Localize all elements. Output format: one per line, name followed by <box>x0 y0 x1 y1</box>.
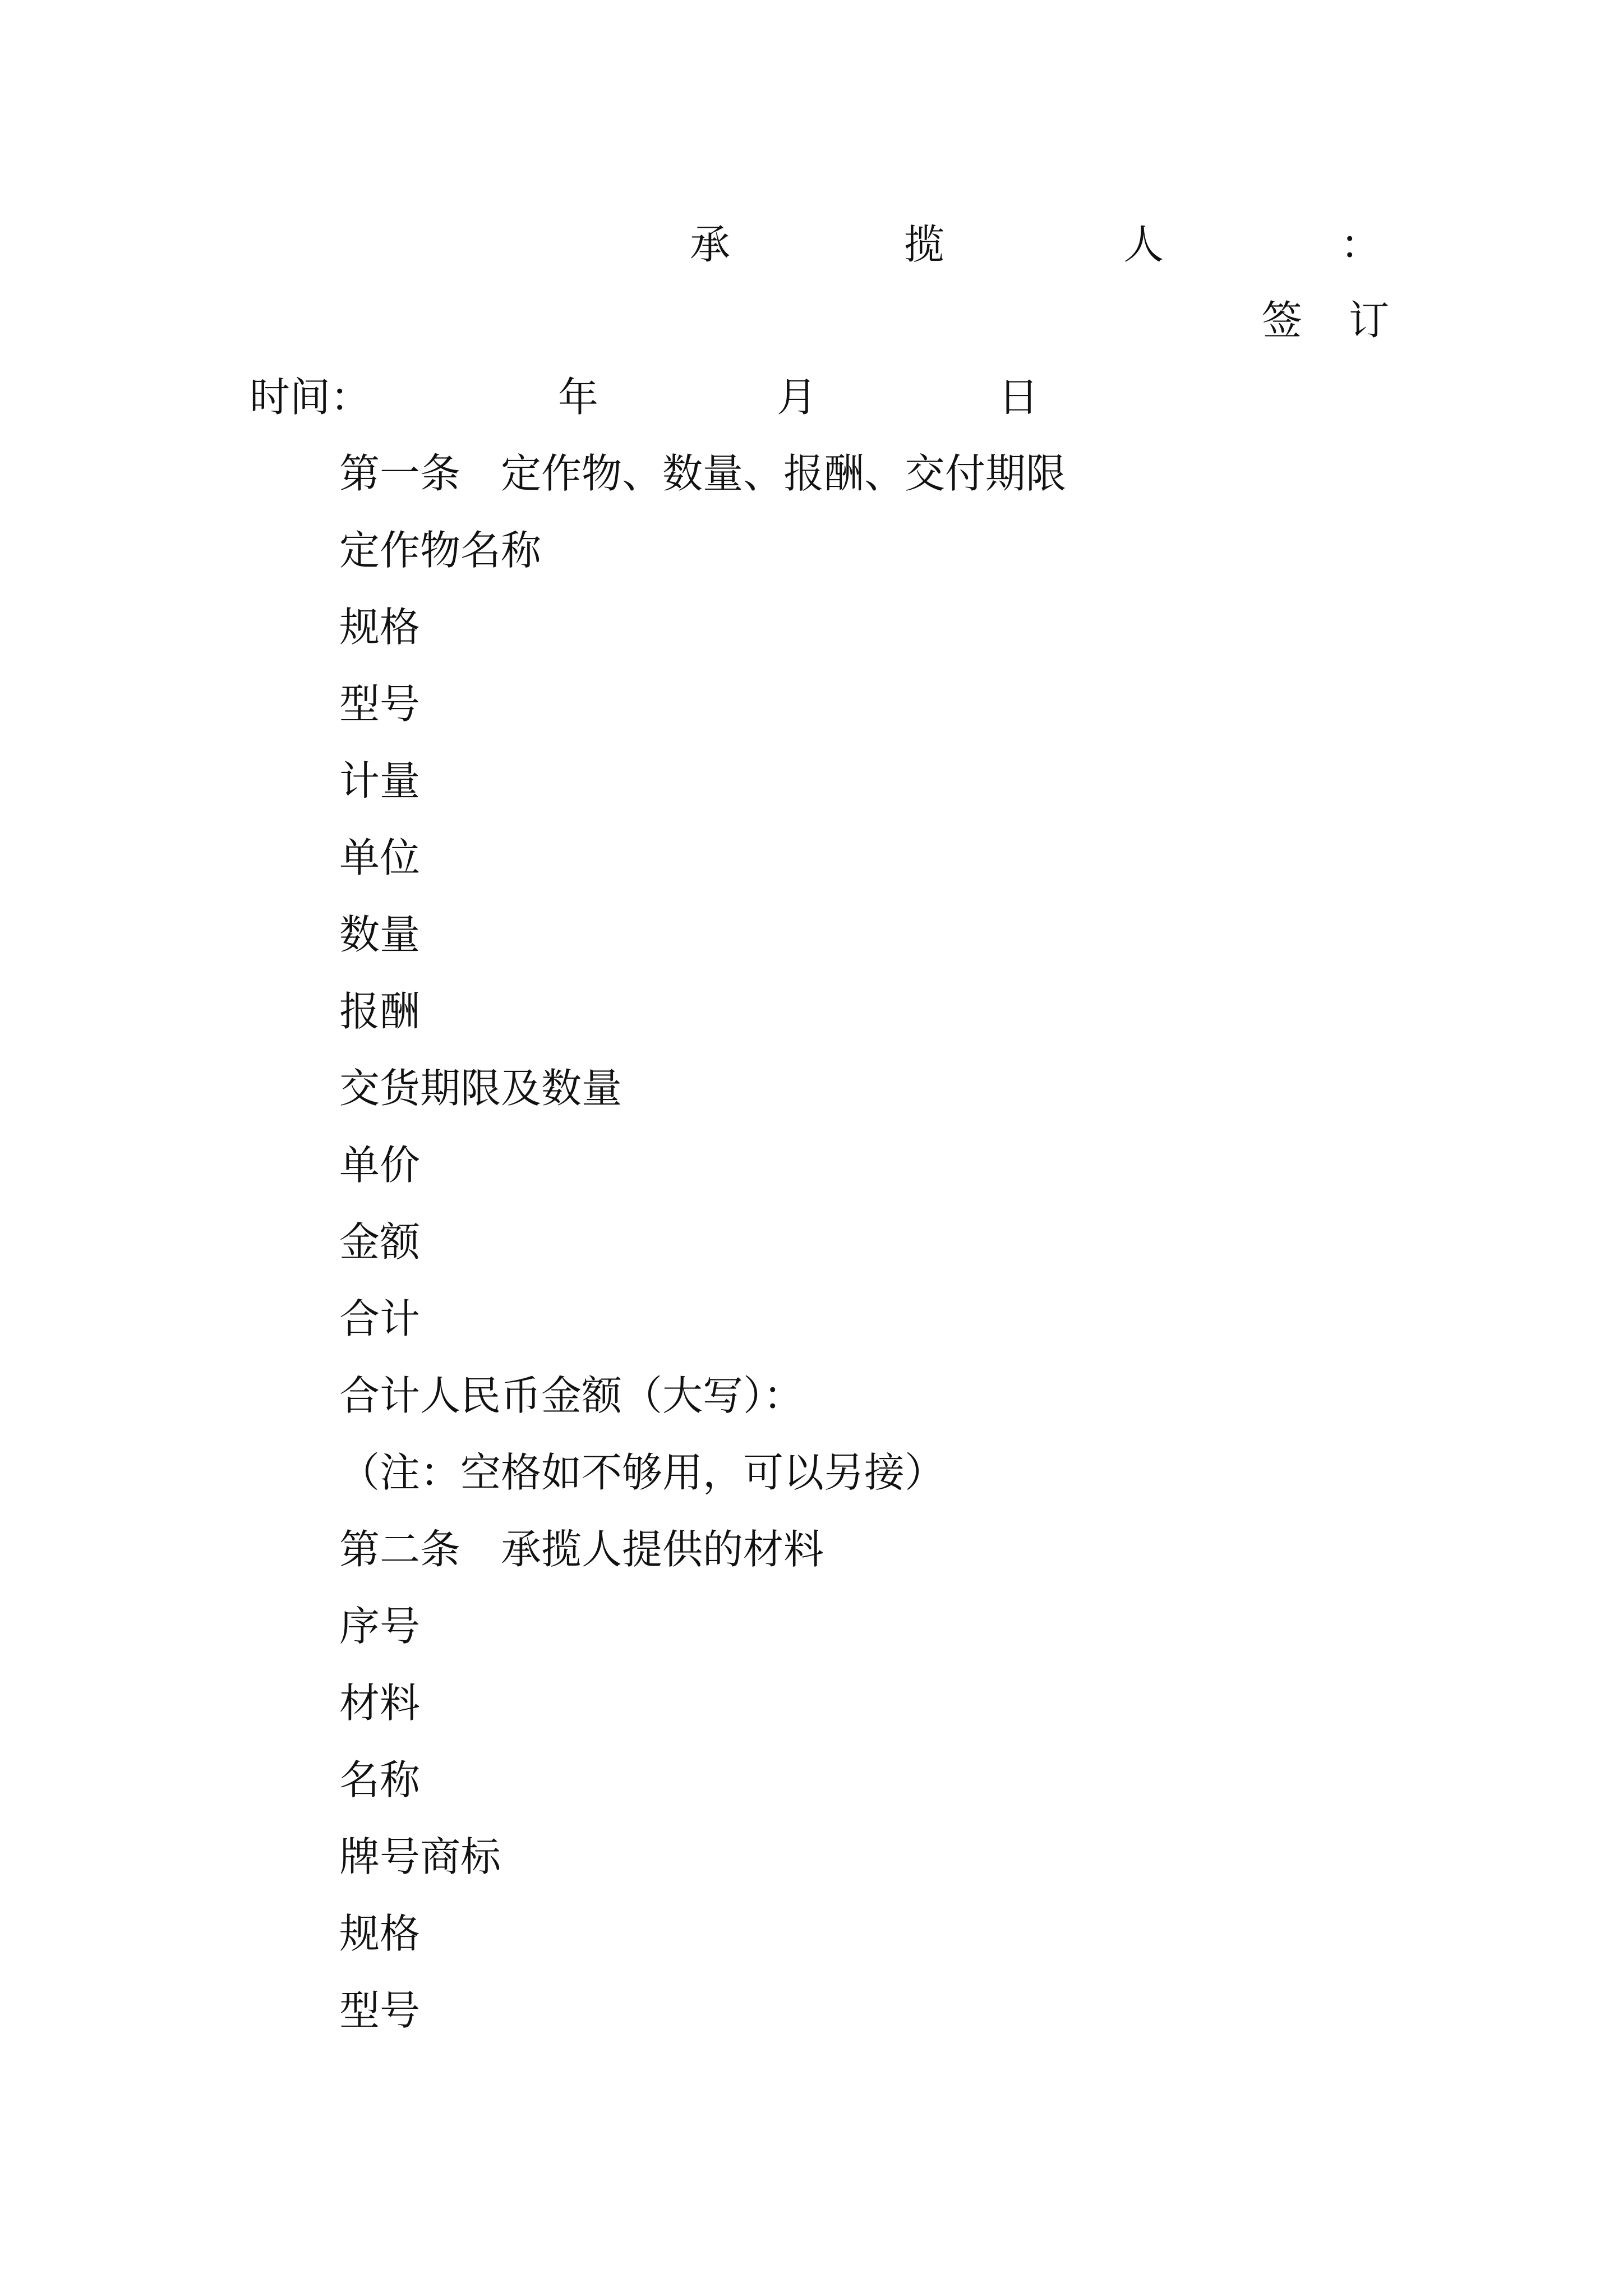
date-month: 月 <box>777 374 818 421</box>
party-char-3: 人 <box>1123 221 1164 268</box>
party-char-2: 揽 <box>904 221 945 268</box>
party-colon: ： <box>1340 221 1381 268</box>
line-remuneration: 报酬 <box>339 988 421 1035</box>
line-quantity: 数量 <box>339 911 421 958</box>
date-day: 日 <box>998 374 1039 421</box>
line-delivery-term: 交货期限及数量 <box>339 1065 623 1112</box>
line-unit-price: 单价 <box>339 1142 421 1189</box>
date-year: 年 <box>558 374 599 421</box>
line-spec-2: 规格 <box>339 1910 421 1957</box>
line-name: 名称 <box>339 1756 421 1803</box>
line-item-name: 定作物名称 <box>339 527 542 574</box>
article-2-heading: 第二条 承揽人提供的材料 <box>339 1526 824 1573</box>
signing-char-1: 签 <box>1262 297 1303 344</box>
line-unit: 单位 <box>339 834 421 881</box>
line-total-rmb: 合计人民币金额（大写）： <box>339 1372 804 1419</box>
line-serial-no: 序号 <box>339 1603 421 1650</box>
line-total: 合计 <box>339 1295 421 1342</box>
article-1-heading: 第一条 定作物、数量、报酬、交付期限 <box>339 450 1067 497</box>
signing-char-2: 订 <box>1349 297 1390 344</box>
line-spec: 规格 <box>339 604 421 651</box>
party-char-1: 承 <box>690 221 731 268</box>
line-model: 型号 <box>339 680 421 728</box>
line-measure: 计量 <box>339 757 421 804</box>
date-label: 时间： <box>250 374 371 421</box>
line-note: （注：空格如不够用，可以另接） <box>339 1449 946 1496</box>
line-model-2: 型号 <box>339 1987 421 2034</box>
line-material: 材料 <box>339 1680 421 1727</box>
line-brand-trademark: 牌号商标 <box>339 1833 501 1880</box>
line-amount: 金额 <box>339 1218 421 1266</box>
